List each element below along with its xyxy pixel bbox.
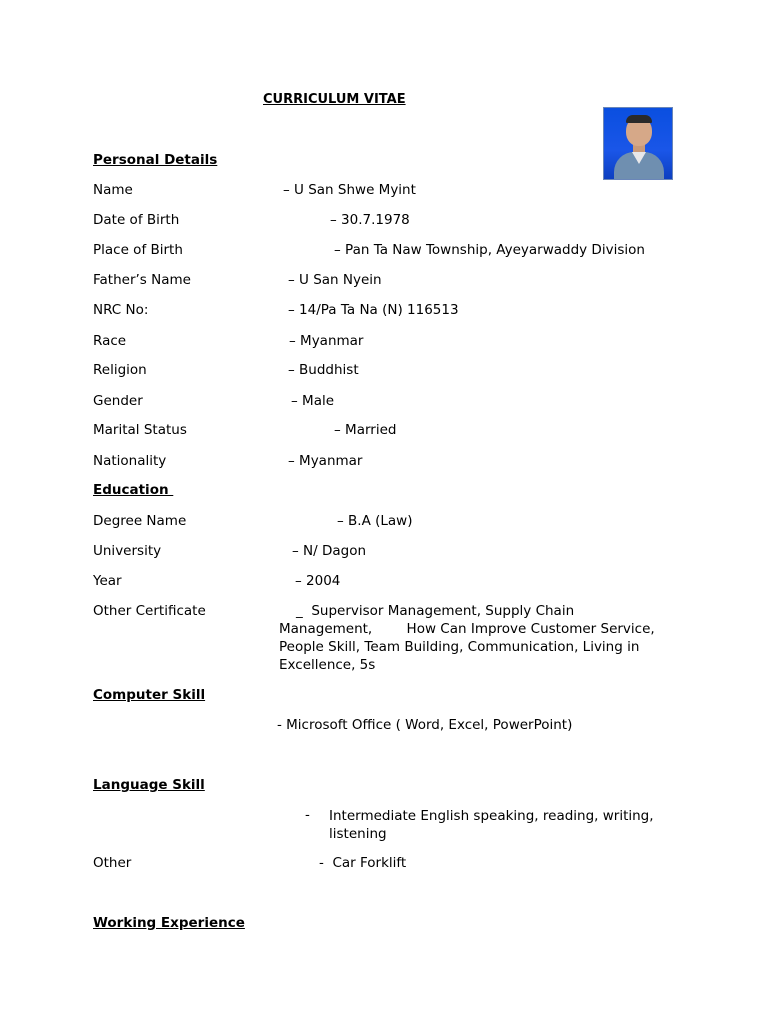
nationality-label: Nationality — [93, 453, 167, 469]
pob-value: – Pan Ta Naw Township, Ayeyarwaddy Division — [334, 242, 645, 258]
other-value: - Car Forklift — [319, 855, 407, 871]
marital-status-label: Marital Status — [93, 422, 187, 438]
race-value: – Myanmar — [289, 333, 364, 349]
degree-name-value: – B.A (Law) — [337, 513, 413, 529]
other-label: Other — [93, 855, 132, 871]
father-name-value: – U San Nyein — [288, 272, 382, 288]
religion-value: – Buddhist — [288, 362, 359, 378]
university-label: University — [93, 543, 162, 559]
computer-skill-heading: Computer Skill — [93, 687, 206, 703]
portrait-photo — [603, 107, 673, 180]
gender-value: – Male — [291, 393, 335, 409]
dob-value: – 30.7.1978 — [330, 212, 410, 228]
language-bullet: - — [305, 807, 310, 823]
gender-label: Gender — [93, 393, 143, 409]
race-label: Race — [93, 333, 127, 349]
pob-label: Place of Birth — [93, 242, 183, 258]
name-value: – U San Shwe Myint — [283, 182, 416, 198]
university-value: – N/ Dagon — [292, 543, 367, 559]
year-value: – 2004 — [295, 573, 341, 589]
other-certificate-value: _ Supervisor Management, Supply Chain — [296, 603, 575, 619]
father-name-label: Father’s Name — [93, 272, 191, 288]
nrc-value: – 14/Pa Ta Na (N) 116513 — [288, 302, 459, 318]
degree-name-label: Degree Name — [93, 513, 187, 529]
name-label: Name — [93, 182, 133, 198]
marital-status-value: – Married — [334, 422, 397, 438]
photo-hair — [626, 115, 652, 123]
nationality-value: – Myanmar — [288, 453, 363, 469]
working-experience-heading: Working Experience — [93, 915, 245, 931]
personal-details-heading: Personal Details — [93, 152, 218, 168]
language-skill-value: Intermediate English speaking, reading, writing, listening — [329, 808, 654, 842]
year-label: Year — [93, 573, 122, 589]
document-title: CURRICULUM VITAE — [263, 92, 406, 107]
other-certificate-label: Other Certificate — [93, 603, 206, 619]
dob-label: Date of Birth — [93, 212, 180, 228]
other-certificate-continued: Management, How Can Improve Customer Service, People Skill, Team Building, Communication, Living in Excellence, 5s — [279, 621, 659, 673]
language-skill-heading: Language Skill — [93, 777, 205, 793]
computer-skill-value: - Microsoft Office ( Word, Excel, PowerPoint) — [277, 717, 573, 733]
nrc-label: NRC No: — [93, 302, 149, 318]
religion-label: Religion — [93, 362, 147, 378]
education-heading: Education — [93, 482, 174, 498]
